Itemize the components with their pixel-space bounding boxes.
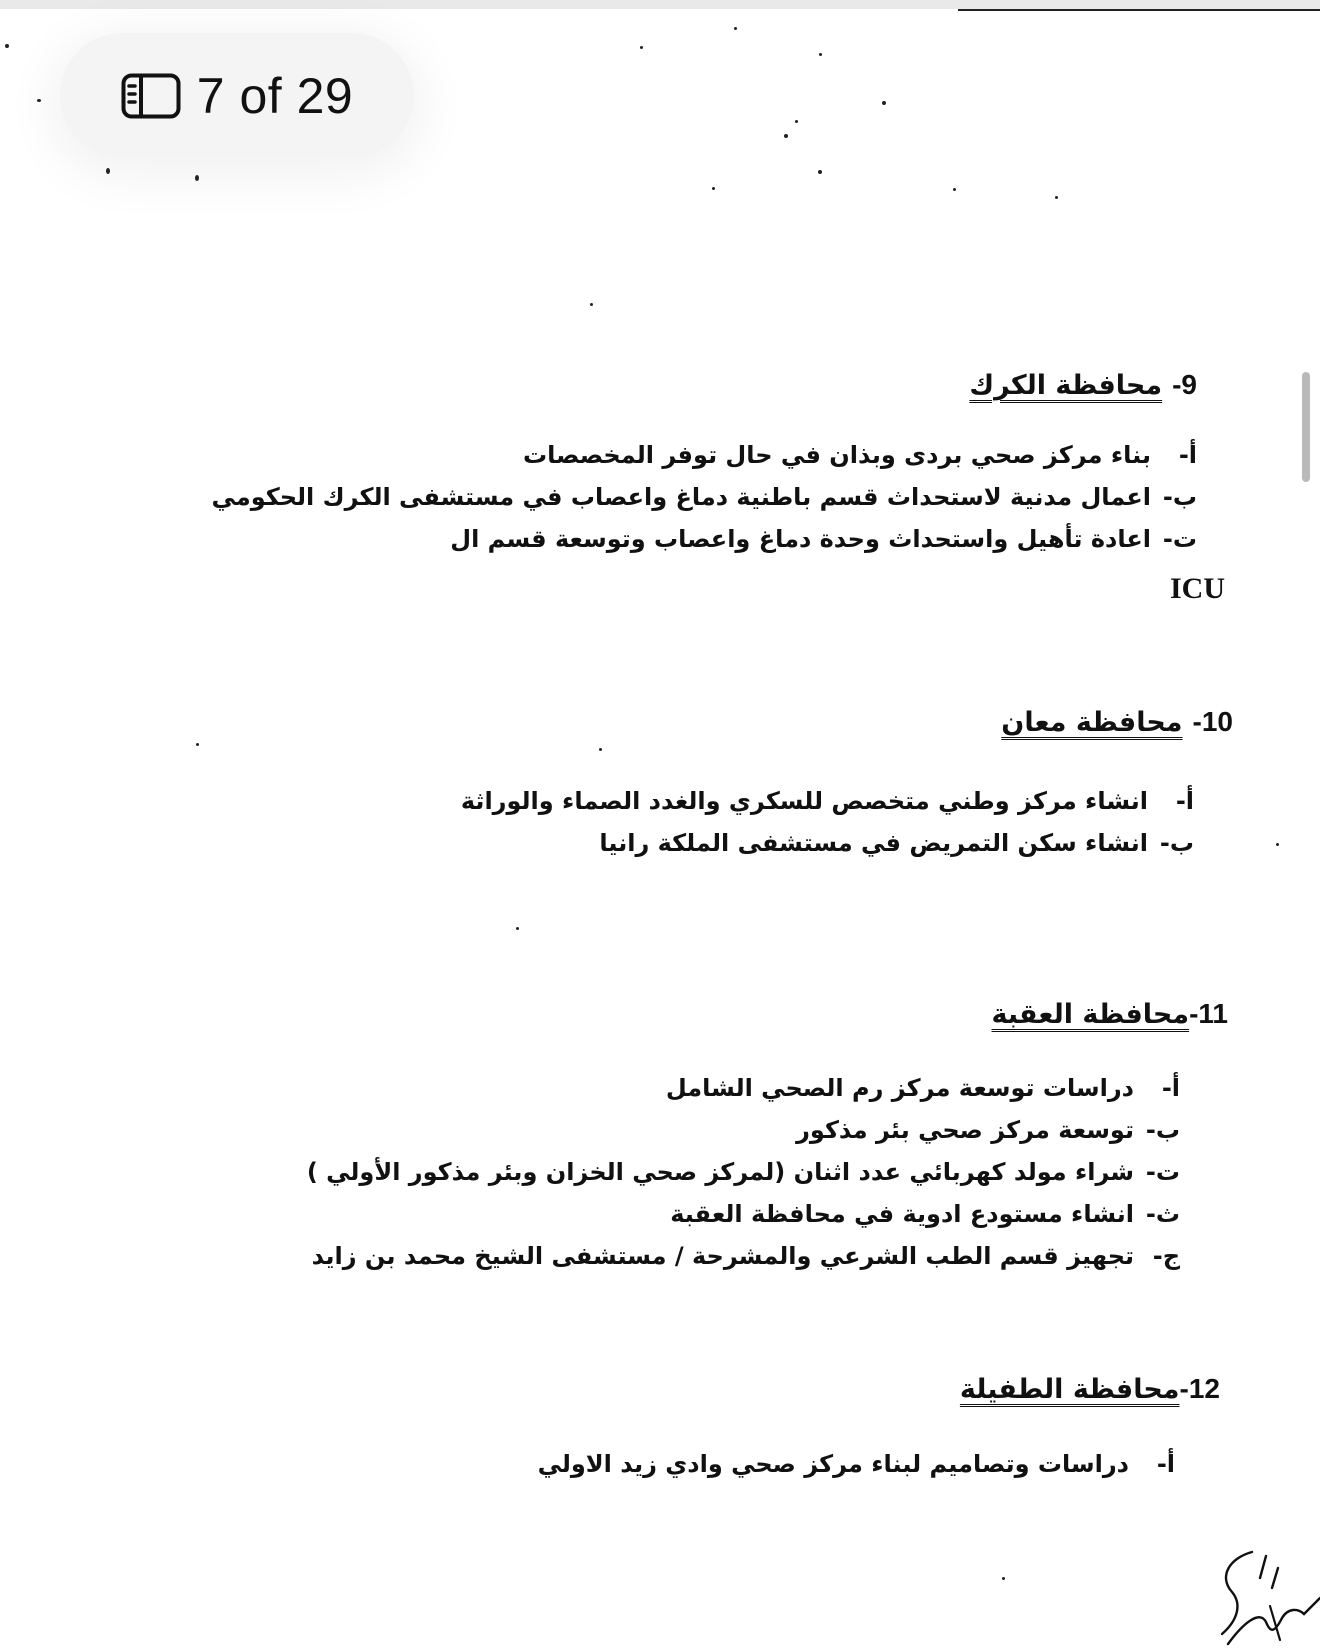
handwritten-signature: [1208, 1548, 1320, 1649]
scan-speck: [784, 134, 788, 138]
item-marker: أ-: [1161, 1074, 1180, 1102]
list-item: [538, 1443, 1175, 1485]
item-text: توسعة مركز صحي بئر مذكور: [796, 1116, 1134, 1144]
item-marker: ت-: [1162, 525, 1197, 553]
item-text: دراسات وتصاميم لبناء مركز صحي وادي زيد الاولي: [537, 1450, 1129, 1478]
sidebar-panel-icon: [121, 73, 181, 119]
section-heading: [992, 994, 1228, 1035]
page-indicator[interactable]: [60, 33, 414, 158]
section-maan: [1001, 702, 1233, 743]
scan-speck: [37, 99, 41, 102]
scan-speck: [599, 748, 602, 751]
item-text: بناء مركز صحي بردى وبذان في حال توفر المخصصات: [522, 441, 1151, 469]
list-item: [307, 1151, 1180, 1193]
list-item: [212, 434, 1197, 476]
item-marker: ث-: [1145, 1200, 1180, 1228]
item-marker: أ-: [1156, 1450, 1175, 1478]
scan-speck: [590, 303, 593, 306]
scan-speck: [516, 927, 519, 930]
list-item: [307, 1109, 1180, 1151]
scan-speck: [1055, 196, 1058, 199]
section-number: 12-: [1179, 1373, 1220, 1404]
section-heading: [960, 1369, 1220, 1410]
section-karak: [212, 365, 1197, 560]
section-heading: [212, 365, 1197, 406]
section-aqaba: [992, 994, 1228, 1035]
item-marker: ب-: [1159, 829, 1194, 857]
list-item: [307, 1067, 1180, 1109]
scan-speck: [640, 46, 643, 49]
section-heading: [1001, 702, 1233, 743]
section-maan-items: [461, 780, 1194, 864]
scan-speck: [106, 168, 110, 174]
item-marker: أ-: [1175, 787, 1194, 815]
scan-speck: [795, 120, 798, 123]
scan-speck: [818, 170, 822, 174]
section-tafilah: [960, 1369, 1220, 1410]
item-text: شراء مولد كهربائي عدد اثنان (لمركز صحي الخزان وبئر مذكور الأولي ): [306, 1158, 1134, 1186]
item-marker: أ-: [1178, 441, 1197, 469]
section-aqaba-items: [307, 1067, 1180, 1277]
scan-speck: [1002, 1577, 1005, 1580]
scan-speck: [1276, 843, 1279, 846]
item-text: انشاء سكن التمريض في مستشفى الملكة رانيا: [599, 829, 1148, 857]
item-marker: ج-: [1152, 1242, 1180, 1270]
item-list: [461, 780, 1194, 864]
section-number: 11-: [1189, 998, 1228, 1029]
viewer-top-bar: [0, 0, 1320, 9]
section-title: محافظة معان: [1001, 707, 1183, 738]
scan-speck: [882, 101, 886, 105]
item-text: دراسات توسعة مركز رم الصحي الشامل: [665, 1074, 1134, 1102]
scan-speck: [734, 27, 737, 30]
page-top-rule: [958, 9, 1320, 11]
item-marker: ب-: [1145, 1116, 1180, 1144]
scan-speck: [5, 44, 9, 48]
list-item: [461, 780, 1194, 822]
section-number: 10-: [1192, 706, 1233, 737]
list-item: [461, 822, 1194, 864]
scan-speck: [195, 175, 199, 181]
scan-speck: [196, 743, 199, 746]
list-item: [307, 1193, 1180, 1235]
section-number: 9-: [1172, 369, 1197, 400]
item-text: تجهيز قسم الطب الشرعي والمشرحة / مستشفى الشيخ محمد بن زايد: [311, 1242, 1134, 1270]
item-marker: ت-: [1145, 1158, 1180, 1186]
section-title: محافظة الطفيلة: [959, 1374, 1180, 1405]
item-list: [212, 434, 1197, 560]
item-text: انشاء مركز وطني متخصص للسكري والغدد الصماء والوراثة: [460, 787, 1148, 815]
scrollbar-thumb[interactable]: [1302, 372, 1310, 482]
scan-speck: [712, 187, 715, 190]
item-list: [538, 1443, 1175, 1485]
section-title: محافظة العقبة: [991, 999, 1190, 1030]
item-text: اعادة تأهيل واستحداث وحدة دماغ واعصاب وتوسعة قسم ال: [450, 525, 1151, 553]
item-text: انشاء مستودع ادوية في محافظة العقبة: [670, 1200, 1134, 1228]
item-text: اعمال مدنية لاستحداث قسم باطنية دماغ واعصاب في مستشفى الكرك الحكومي: [211, 483, 1151, 511]
list-item: [212, 476, 1197, 518]
page-indicator-text: 7 of 29: [196, 67, 354, 124]
section-tafilah-items: [538, 1443, 1175, 1485]
item-list: [307, 1067, 1180, 1277]
scan-speck: [819, 53, 822, 56]
scan-speck: [953, 188, 956, 191]
list-item: [212, 518, 1197, 560]
item-marker: ب-: [1162, 483, 1197, 511]
list-item: [307, 1235, 1180, 1277]
section-title: محافظة الكرك: [969, 370, 1163, 401]
item-continuation: ICU: [1170, 572, 1226, 605]
